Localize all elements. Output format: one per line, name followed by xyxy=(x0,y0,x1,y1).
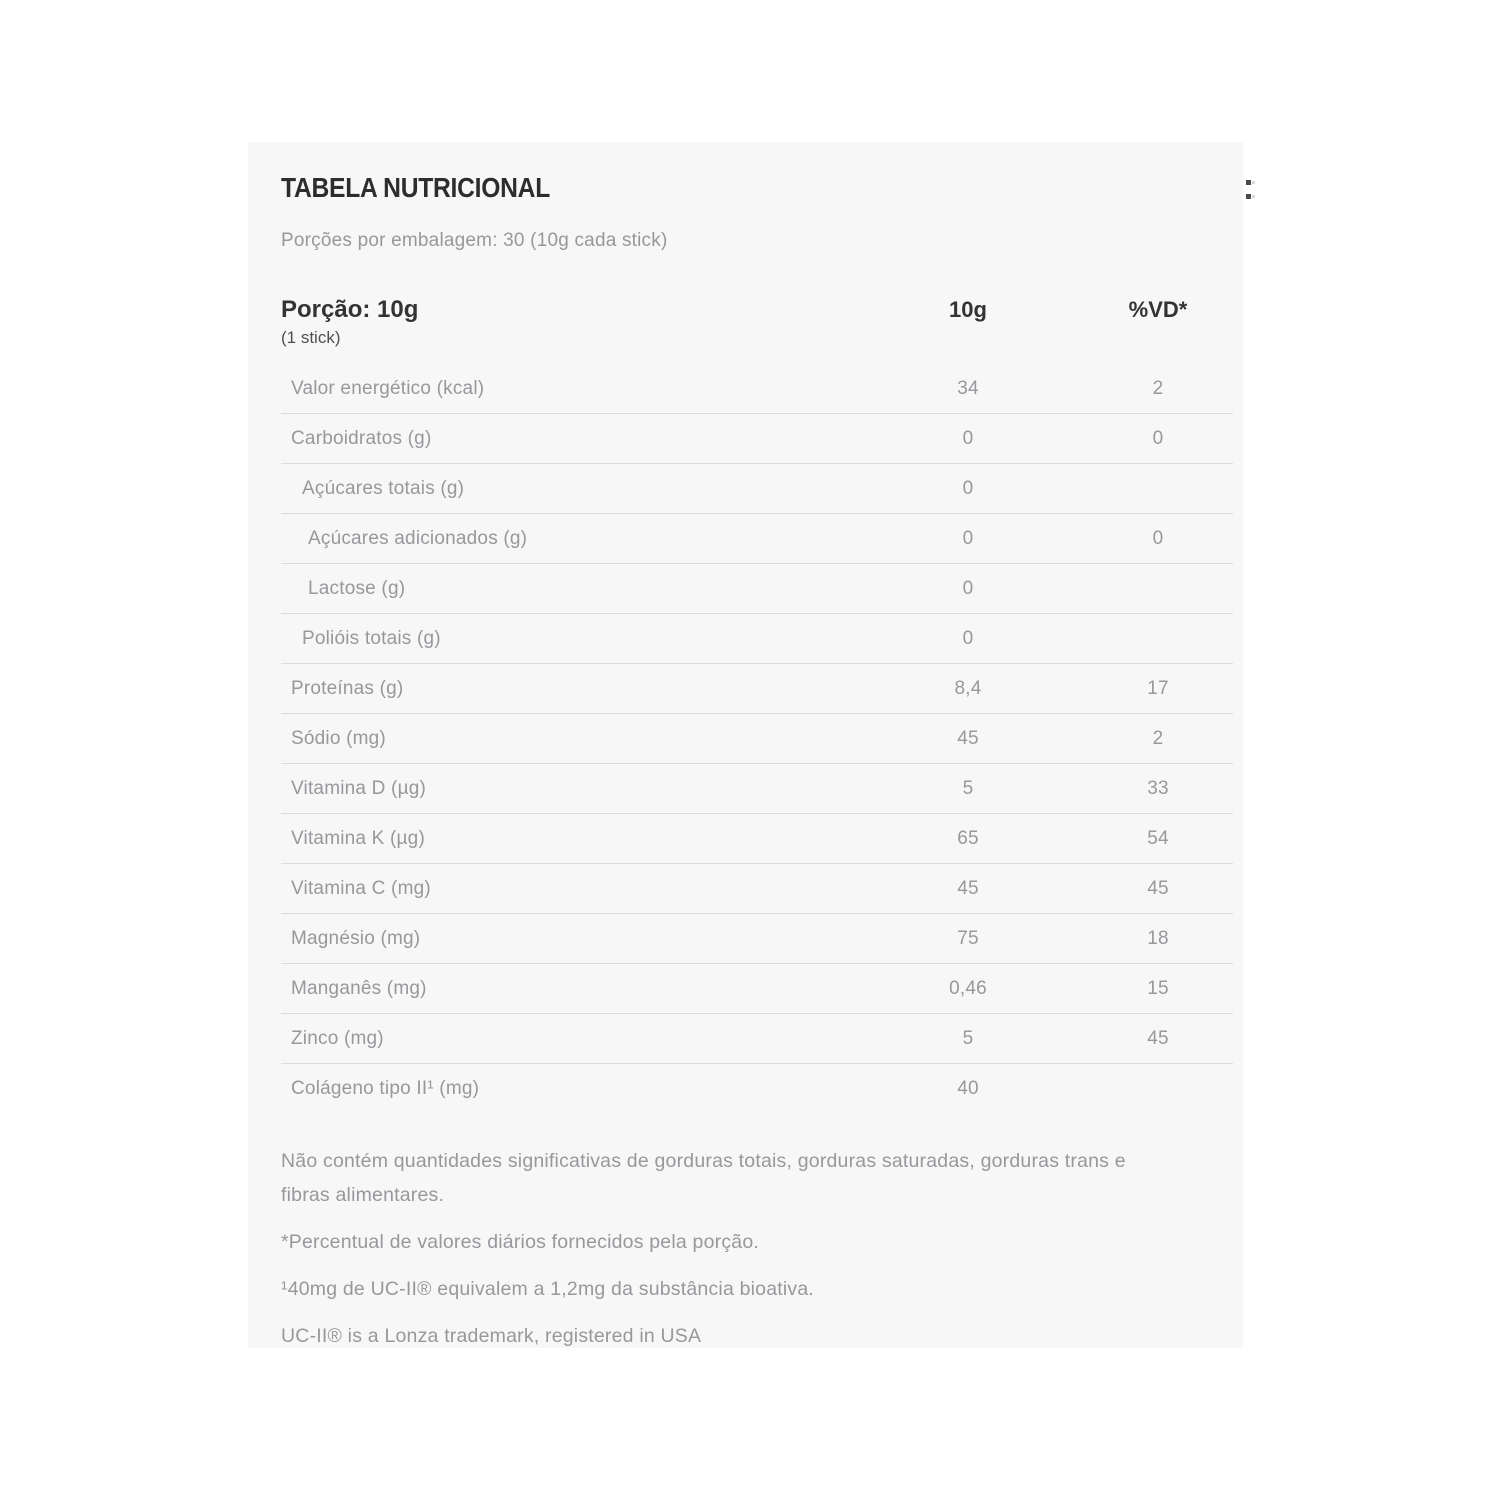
table-row xyxy=(281,514,1233,564)
servings-per-package-line: Porções por embalagem: 30 (10g cada stick) xyxy=(281,230,668,251)
footnote-text: *Percentual de valores diários fornecidos pela porção. xyxy=(281,1231,759,1253)
row-label: Zinco (mg) xyxy=(291,1027,384,1049)
row-amount: 65 xyxy=(957,827,979,849)
nutrition-facts-card xyxy=(248,142,1243,1348)
table-row xyxy=(281,1064,1233,1114)
row-amount: 8,4 xyxy=(954,677,982,699)
row-amount: 5 xyxy=(962,777,974,799)
row-amount: 40 xyxy=(957,1078,979,1099)
row-label: Vitamina D (µg) xyxy=(291,777,427,799)
row-amount: 0 xyxy=(962,577,974,599)
row-dv: 45 xyxy=(1147,1027,1169,1049)
row-label: Vitamina C (mg) xyxy=(291,877,431,899)
footnote-text: ¹40mg de UC-II® equivalem a 1,2mg da substância bioativa. xyxy=(281,1278,815,1300)
row-label: Manganês (mg) xyxy=(291,977,427,999)
row-dv: 15 xyxy=(1147,977,1169,999)
row-amount: 0 xyxy=(962,477,974,499)
portion-size-label: Porção: 10g xyxy=(281,296,419,323)
row-label: Magnésio (mg) xyxy=(291,927,421,949)
column-header-amount: 10g xyxy=(949,297,987,322)
footnotes-section xyxy=(281,1144,1166,1353)
table-column-header xyxy=(281,296,1233,324)
row-amount: 34 xyxy=(957,377,979,399)
row-amount: 75 xyxy=(957,927,979,949)
row-label: Sódio (mg) xyxy=(291,727,386,749)
table-row xyxy=(281,414,1233,464)
row-dv: 2 xyxy=(1152,377,1164,399)
table-row xyxy=(281,764,1233,814)
column-header-daily-value: %VD* xyxy=(1128,297,1188,322)
row-label: Açúcares totais (g) xyxy=(302,477,465,499)
row-dv: 2 xyxy=(1152,727,1164,749)
portion-sub-label: (1 stick) xyxy=(281,328,341,347)
table-row xyxy=(281,614,1233,664)
table-row xyxy=(281,364,1233,414)
row-dv: 54 xyxy=(1147,827,1169,849)
footnote-text: Não contém quantidades significativas de gorduras totais, gorduras saturadas, gorduras trans e fibras alimentares. xyxy=(281,1150,1126,1206)
row-amount: 0 xyxy=(962,427,974,449)
row-amount: 0 xyxy=(962,527,974,549)
table-row xyxy=(281,964,1233,1014)
row-label: Açúcares adicionados (g) xyxy=(308,527,528,549)
row-label: Carboidratos (g) xyxy=(291,427,432,449)
table-row xyxy=(281,814,1233,864)
table-row xyxy=(281,714,1233,764)
table-row xyxy=(281,464,1233,514)
row-label: Lactose (g) xyxy=(308,577,406,599)
row-label: Proteínas (g) xyxy=(291,677,404,699)
row-amount: 45 xyxy=(957,727,979,749)
row-dv: 18 xyxy=(1147,927,1169,949)
row-dv: 33 xyxy=(1147,777,1169,799)
table-row xyxy=(281,914,1233,964)
row-dv: 0 xyxy=(1152,427,1164,449)
page-title: TABELA NUTRICIONAL xyxy=(281,172,551,203)
nutrition-table-body xyxy=(281,364,1233,1114)
table-row xyxy=(281,564,1233,614)
edge-artifact-top xyxy=(1246,180,1251,185)
table-row xyxy=(281,864,1233,914)
row-label: Vitamina K (µg) xyxy=(291,827,425,849)
row-dv: 17 xyxy=(1147,677,1169,699)
row-dv: 45 xyxy=(1147,877,1169,899)
row-label: Colágeno tipo II¹ (mg) xyxy=(291,1078,480,1099)
row-label: Polióis totais (g) xyxy=(302,627,441,649)
table-row xyxy=(281,664,1233,714)
footnote-text: UC-II® is a Lonza trademark, registered in USA xyxy=(281,1325,702,1347)
row-amount: 0 xyxy=(962,627,974,649)
row-amount: 5 xyxy=(962,1027,974,1049)
edge-artifact-bottom xyxy=(1246,194,1251,199)
table-row xyxy=(281,1014,1233,1064)
row-amount: 0,46 xyxy=(949,977,987,999)
row-label: Valor energético (kcal) xyxy=(291,377,485,399)
row-amount: 45 xyxy=(957,877,979,899)
row-dv: 0 xyxy=(1152,527,1164,549)
